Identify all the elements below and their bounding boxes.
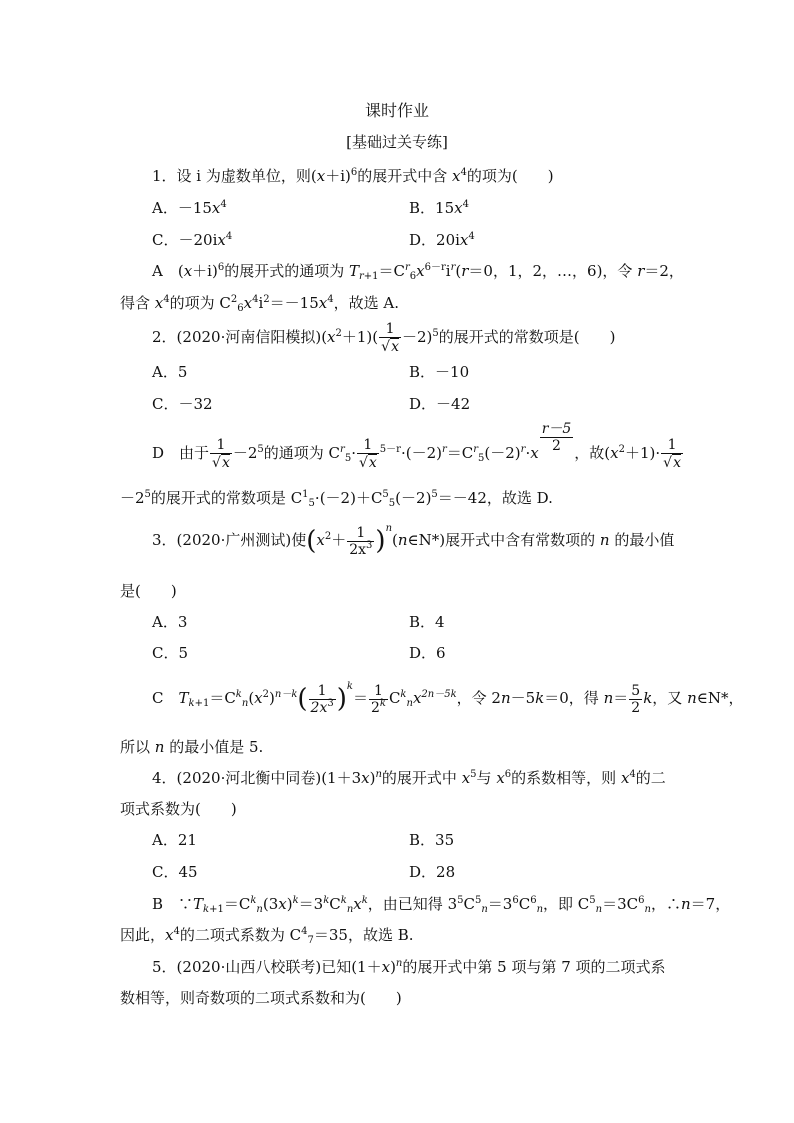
question-1-answer-line-2: 得含 $x^4$的项为 $C^2_6x^4i^2=-15x^4$，故选 A. bbox=[120, 294, 399, 314]
question-4-answer-line-2: 因此，$x^4$的二项式系数为 $C^4_7=35$，故选 B. bbox=[120, 926, 414, 946]
question-4-option-c: C．45 bbox=[152, 863, 198, 881]
question-3-option-d: D．6 bbox=[409, 644, 446, 662]
question-2-option-d: D．－42 bbox=[409, 395, 471, 413]
question-2-option-a: A．5 bbox=[152, 363, 188, 381]
question-4-answer-line-1: B $\because T_{k+1}=C^k_n(3x)^k=3^kC^k_nx^k$，由已知得 $3^5C^5_n=3^6C^6_n$，即 $C^5_n=3C^6_n$，∴n＝7， bbox=[152, 895, 731, 915]
question-1-option-a: A．$-15x^4$ bbox=[152, 199, 227, 217]
question-3-answer-line-1: C $T_{k+1}=C^k_n(x^2)^{n-k}$( $\frac{1}{2x^3}$ )$^k$＝ $\frac{1}{2^k}$ $C^k_nx^{2n-5k}$，令 2n－5k＝0，得 n＝ $\frac{5}{2}$ k，又 n∈N*， bbox=[152, 681, 744, 716]
question-1-option-d: D．$20ix^4$ bbox=[409, 231, 475, 249]
question-4-option-b: B．35 bbox=[409, 831, 455, 849]
question-2-option-c: C．－32 bbox=[152, 395, 213, 413]
section-heading: [基础过关专练] bbox=[346, 133, 448, 151]
question-2-option-b: B．－10 bbox=[409, 363, 470, 381]
question-5-stem-line-2: 数相等，则奇数项的二项式系数和为( ) bbox=[120, 989, 402, 1007]
question-4-stem-line-2: 项式系数为( ) bbox=[120, 800, 237, 818]
question-3-stem: 3．(2020·广州测试)使($x^2+$ $\frac{1}{2x^3}$ )$^n$(n∈N*)展开式中含有常数项的 n 的最小值 bbox=[152, 523, 675, 558]
page-title: 课时作业 bbox=[364, 101, 429, 120]
question-1-stem: 1．设 i 为虚数单位，则$(x+i)^6$的展开式中含 $x^4$的项为( ) bbox=[152, 167, 554, 185]
question-1-option-c: C．$-20ix^4$ bbox=[152, 231, 233, 249]
question-3-answer-line-2: 所以 n 的最小值是 5. bbox=[120, 738, 264, 756]
question-4-option-a: A．21 bbox=[152, 831, 197, 849]
question-4-option-d: D．28 bbox=[409, 863, 456, 881]
question-5-stem: 5．(2020·山西八校联考)已知$(1+x)^n$的展开式中第 5 项与第 7 项的二项式系 bbox=[152, 958, 666, 976]
question-1-option-b: B．$15x^4$ bbox=[409, 199, 469, 217]
question-3-option-c: C．5 bbox=[152, 644, 189, 662]
question-3-option-a: A．3 bbox=[152, 613, 188, 631]
question-2-answer-line-2: $-2^5$的展开式的常数项是 $C^1_5\cdot(-2)+C^5_5(-2)^5=-42$，故选 D. bbox=[120, 489, 553, 509]
question-3-option-b: B．4 bbox=[409, 613, 445, 631]
question-1-answer-line-1: A $(x+i)^6$的展开式的通项为 $T_{r+1}=C^r_6x^{6-r}i^r(r=0$，1，2，…，6)，令 r＝2， bbox=[152, 262, 684, 282]
question-4-stem: 4．(2020·河北衡中同卷)$(1+3x)^n$的展开式中 $x^5$与 $x^6$的系数相等，则 $x^4$的二 bbox=[152, 769, 666, 787]
question-2-stem: 2．(2020·河南信阳模拟)$(x^2+1)$( $\frac{1}{√x}$ －2)$^5$的展开式的常数项是( ) bbox=[152, 321, 616, 355]
question-2-answer-line-1: D 由于 $\frac{1}{√x}$ $-2^5$的通项为 $C^r_5\cdot$ $\frac{1}{√x}$ $^{5-r}\cdot(-2)^r=C^r_5(-2)^r\cdot x$ $\frac{r-5}{2}$ ，故$(x^2+1)\cdot$ $\frac{1}{√x}$ bbox=[152, 421, 681, 471]
question-3-stem-line-2: 是( ) bbox=[120, 582, 177, 600]
